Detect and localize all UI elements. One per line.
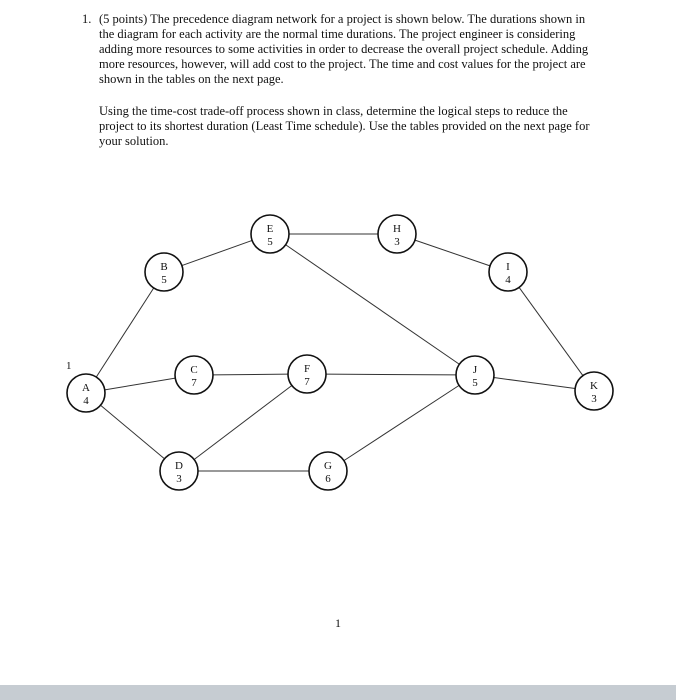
- node-label: I: [506, 261, 510, 273]
- node-label: F: [303, 363, 311, 375]
- question-paragraph-1: (5 points) The precedence diagram network for a project is shown below. The durations shown in the diagram for each activity are the normal time durations. The project engineer is considering adding more resources to some activities in order to decrease the overall project schedule. Adding more resources, however, will add cost to the project. The time and cost values for the project are shown in the tables on the next page.: [99, 12, 589, 86]
- node-b: [145, 253, 183, 291]
- node-duration: 6: [325, 473, 331, 485]
- edge-d-f: [194, 385, 292, 459]
- node-f: [288, 355, 326, 393]
- node-e: [251, 215, 289, 253]
- edge-e-j: [286, 245, 460, 364]
- node-h: [378, 215, 416, 253]
- node-g: [309, 452, 347, 490]
- node-label: A: [82, 382, 90, 394]
- page-number: 1: [335, 616, 341, 630]
- edge-g-j: [344, 385, 459, 460]
- node-k: [575, 372, 613, 410]
- node-duration: 3: [394, 236, 400, 248]
- edge-a-c: [105, 378, 176, 390]
- node-duration: 5: [161, 274, 167, 286]
- edge-f-j: [326, 374, 456, 375]
- node-duration: 5: [267, 236, 273, 248]
- node-label: D: [175, 460, 183, 472]
- node-j: [456, 356, 494, 394]
- question-number: 1.: [82, 12, 92, 26]
- node-label: B: [160, 261, 168, 273]
- node-duration: 3: [176, 473, 182, 485]
- node-duration: 7: [191, 377, 197, 389]
- node-duration: 4: [505, 274, 511, 286]
- edge-b-e: [182, 240, 252, 265]
- node-duration: 7: [304, 376, 310, 388]
- node-i: [489, 253, 527, 291]
- node-label: H: [393, 223, 401, 235]
- edge-c-f: [213, 374, 288, 375]
- node-label: G: [324, 460, 332, 472]
- edge-j-k: [494, 378, 575, 389]
- edge-h-i: [415, 240, 490, 266]
- node-c: [175, 356, 213, 394]
- start-label: 1: [66, 360, 72, 372]
- edge-a-b: [96, 288, 153, 377]
- node-label: E: [266, 223, 274, 235]
- node-duration: 4: [83, 395, 89, 407]
- node-a: [67, 374, 105, 412]
- node-duration: 3: [591, 393, 597, 405]
- node-label: K: [590, 380, 598, 392]
- node-label: J: [472, 364, 478, 376]
- edge-a-d: [101, 405, 165, 459]
- diagram-nodes: [67, 215, 613, 490]
- question-paragraph-2: Using the time-cost trade-off process shown in class, determine the logical steps to reduce the project to its shortest duration (Least Time schedule). Use the tables provided on the next page for your solution.: [99, 104, 590, 148]
- node-label: C: [190, 364, 198, 376]
- node-d: [160, 452, 198, 490]
- viewer-footer-bar: [0, 685, 676, 700]
- edge-i-k: [519, 287, 583, 375]
- node-duration: 5: [472, 377, 478, 389]
